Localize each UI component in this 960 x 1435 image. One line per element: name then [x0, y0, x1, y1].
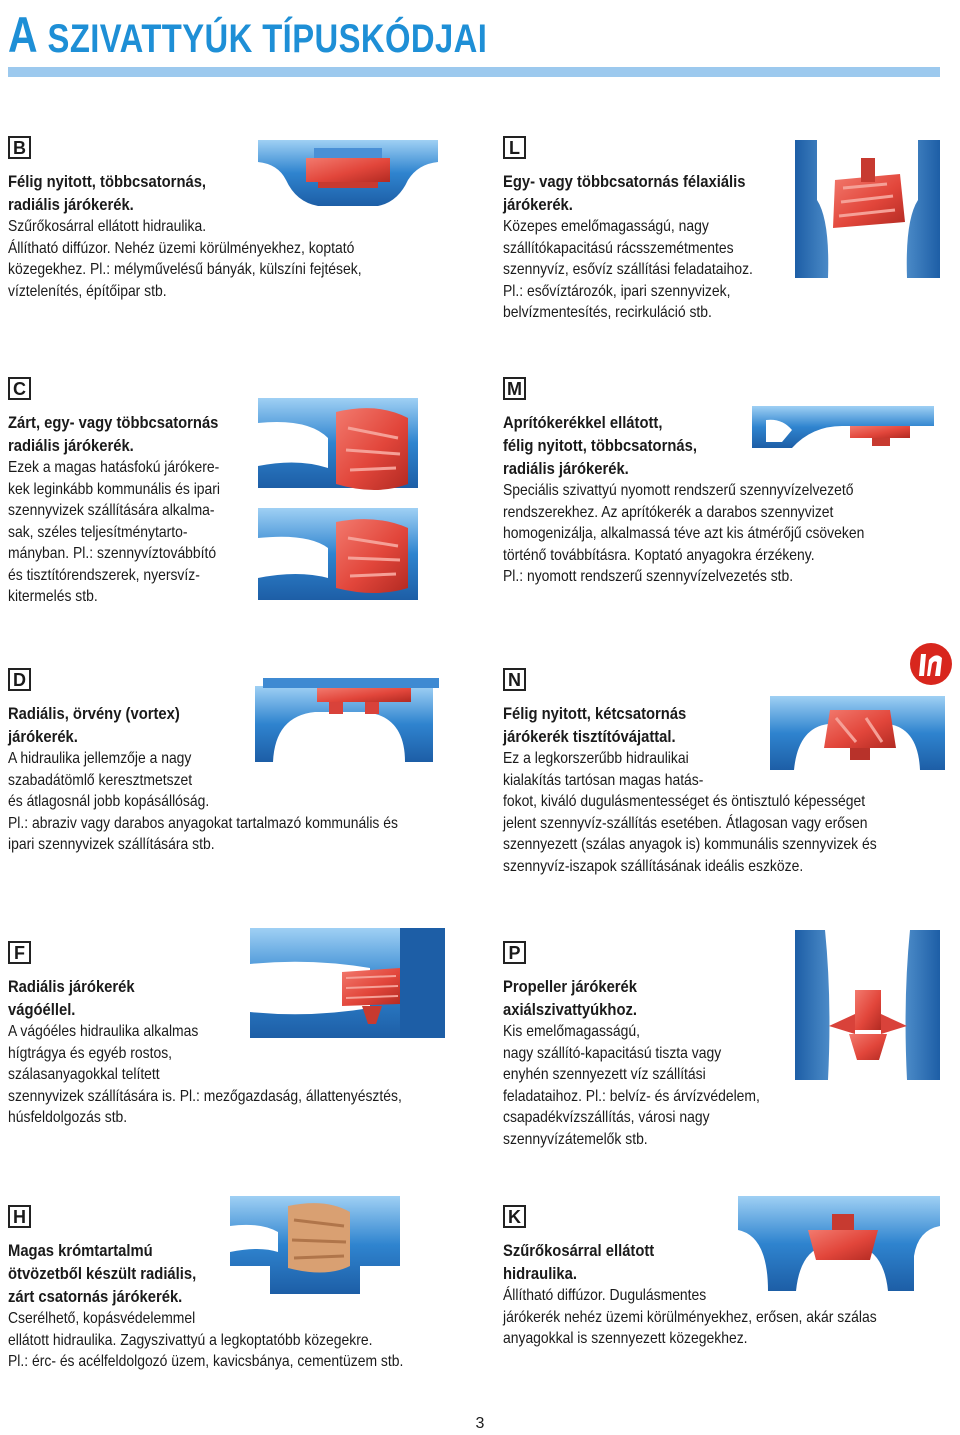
section-n-body-2: kialakítás tartósan magas hatás- — [503, 771, 704, 789]
section-l-heading-1: Egy- vagy többcsatornás félaxiális — [503, 172, 746, 191]
pump-illustration-f — [250, 928, 445, 1038]
section-b-body-1: Szűrőkosárral ellátott hidraulika. — [8, 218, 207, 235]
section-h-body-3: Pl.: érc- és acélfeldolgozó üzem, kavicsbánya, cementüzem stb. — [8, 1353, 404, 1370]
section-n-body-3: fokot, kiváló dugulásmentességet és öntisztuló képességet — [503, 793, 866, 810]
section-f-heading-1: Radiális járókerék — [8, 977, 135, 996]
pump-illustration-l — [795, 140, 940, 278]
section-h-heading-2: ötvözetből készült radiális, — [8, 1264, 197, 1283]
section-d-body-2: szabadátömlő keresztmetszet — [8, 771, 193, 789]
type-letter-h: H — [8, 1205, 31, 1228]
section-p-body-6: szennyvízátemelők stb. — [503, 1130, 648, 1148]
section-p-body-5: csapadékvízszállítás, városi nagy — [503, 1109, 710, 1126]
section-p-heading-2: axiálszivattyúkhoz. — [503, 1000, 637, 1019]
section-d-heading-1: Radiális, örvény (vortex) — [8, 704, 180, 723]
section-l-body-3: szennyvíz, esővíz szállítási feladataihoz. — [503, 261, 753, 278]
section-l-body-4: Pl.: esővíztározók, ipari szennyvizek, — [503, 282, 731, 300]
section-d-body-5: ipari szennyvizek szállítására stb. — [8, 836, 215, 853]
section-f-body-5: húsfeldolgozás stb. — [8, 1109, 128, 1126]
section-p-body-4: feladataihoz. Pl.: belvíz- és árvízvédelem, — [503, 1087, 760, 1105]
section-k-body-3: anyagokkal is szennyezett közegekhez. — [503, 1330, 748, 1347]
pump-illustration-c — [258, 388, 438, 600]
pump-illustration-d — [255, 672, 445, 762]
section-f-body-1: A vágóéles hidraulika alkalmas — [8, 1023, 199, 1040]
section-n-body-1: Ez a legkorszerűbb hidraulikai — [503, 750, 689, 767]
page-title — [8, 6, 487, 64]
section-b-heading-1: Félig nyitott, többcsatornás, — [8, 172, 207, 191]
section-p-text — [503, 975, 760, 1150]
section-h-heading-1: Magas krómtartalmú — [8, 1241, 153, 1260]
title-rule — [8, 67, 940, 77]
section-c-body-1: Ezek a magas hatásfokú járókere- — [8, 459, 220, 476]
section-d-body-4: Pl.: abraziv vagy darabos anyagokat tartalmazó kommunális és — [8, 814, 398, 832]
section-c-heading-2: radiális járókerék. — [8, 436, 134, 455]
title-rest: SZIVATTYÚK TÍPUSKÓDJAI — [47, 17, 488, 61]
section-m-heading-1: Aprítókerékkel ellátott, — [503, 413, 663, 432]
section-d-body-1: A hidraulika jellemzője a nagy — [8, 750, 192, 767]
type-letter-p: P — [503, 941, 526, 964]
section-p-heading-1: Propeller járókerék — [503, 977, 638, 996]
section-f-body-2: hígtrágya és egyéb rostos, — [8, 1044, 173, 1062]
section-c-body-4: sak, széles teljesítménytarto- — [8, 523, 188, 541]
section-l-body-5: belvízmentesítés, recirkuláció stb. — [503, 304, 712, 321]
section-k-body-1: Állítható diffúzor. Dugulásmentes — [503, 1287, 707, 1304]
section-b-heading-2: radiális járókerék. — [8, 195, 134, 214]
section-l-body-2: szállítókapacitású rácsszemétmentes — [503, 239, 734, 257]
section-n-heading-2: járókerék tisztítóvájattal. — [503, 727, 676, 746]
section-p-body-3: enyhén szennyezett víz szállítási — [503, 1066, 706, 1083]
type-letter-l: L — [503, 136, 526, 159]
type-letter-n: N — [503, 668, 526, 691]
section-l-body-1: Közepes emelőmagasságú, nagy — [503, 218, 709, 235]
section-k-heading-2: hidraulika. — [503, 1264, 577, 1283]
section-c-body-3: szennyvizek szállítására alkalma- — [8, 502, 215, 519]
section-k-body-2: járókerék nehéz üzemi körülményekhez, erősen, akár szálas — [503, 1308, 877, 1326]
section-d-heading-2: járókerék. — [8, 727, 78, 746]
section-n-body-4: jelent szennyvíz-szállítás esetében. Átlagosan vagy erősen — [503, 814, 868, 832]
section-c-heading-1: Zárt, egy- vagy többcsatornás — [8, 413, 219, 432]
section-c-body-7: kitermelés stb. — [8, 588, 98, 605]
pump-illustration-b — [258, 140, 438, 210]
section-m-heading-3: radiális járókerék. — [503, 459, 629, 478]
pump-illustration-n — [770, 688, 945, 770]
section-c-text — [8, 411, 220, 608]
type-letter-f: F — [8, 941, 31, 964]
section-h-body-2: ellátott hidraulika. Zagyszivattyú a legkoptatóbb közegekre. — [8, 1331, 373, 1349]
section-c-body-5: mányban. Pl.: szennyvíztovábbító — [8, 545, 217, 562]
section-h-heading-3: zárt csatornás járókerék. — [8, 1287, 183, 1306]
section-b-body-4: víztelenítés, építőipar stb. — [8, 282, 167, 300]
section-m-body-1: Speciális szivattyú nyomott rendszerű szennyvízelvezető — [503, 482, 854, 499]
logo-icon — [908, 642, 954, 686]
pump-illustration-k — [738, 1196, 940, 1291]
section-p-body-2: nagy szállító-kapacitású tiszta vagy — [503, 1044, 722, 1062]
section-c-body-6: és tisztítórendszerek, nyersvíz- — [8, 566, 200, 584]
section-h-body-1: Cserélhető, kopásvédelemmel — [8, 1310, 196, 1327]
pump-illustration-h — [230, 1196, 415, 1294]
section-b-body-2: Állítható diffúzor. Nehéz üzemi körülményekhez, koptató — [8, 239, 355, 257]
section-f-body-4: szennyvizek szállítására is. Pl.: mezőgazdaság, állattenyésztés, — [8, 1087, 402, 1105]
section-n-body-5: szennyezett (szálas anyagok is) kommunális szennyvizek és — [503, 836, 877, 853]
section-c-body-2: kek leginkább kommunális és ipari — [8, 480, 220, 498]
page-number: 3 — [475, 1415, 485, 1432]
section-m-body-4: történő továbbításra. Koptató anyagokra érzékeny. — [503, 546, 815, 564]
section-m-body-3: homogenizálja, alkalmassá téve azt kis átmérőjű csöveken — [503, 525, 865, 542]
section-m-body-2: rendszerekhez. Az aprítókerék a darabos szennyvizet — [503, 503, 834, 521]
type-letter-k: K — [503, 1205, 526, 1228]
section-d-body-3: és átlagosnál jobb kopásállóság. — [8, 793, 210, 810]
section-f-heading-2: vágóéllel. — [8, 1000, 76, 1019]
section-l-text — [503, 170, 753, 324]
title-initial: A — [8, 7, 39, 63]
section-f-body-3: szálasanyagokkal telített — [8, 1066, 160, 1083]
pump-illustration-p — [795, 930, 940, 1080]
type-letter-m: M — [503, 377, 526, 400]
section-k-heading-1: Szűrőkosárral ellátott — [503, 1241, 655, 1260]
type-letter-d: D — [8, 668, 31, 691]
section-b-body-3: közegekhez. Pl.: mélyművelésű bányák, külszíni fejtések, — [8, 261, 362, 278]
type-letter-b: B — [8, 136, 31, 159]
type-letter-c: C — [8, 377, 31, 400]
section-n-body-6: szennyvíz-iszapok szállításának ideális eszköze. — [503, 857, 804, 875]
section-n-heading-1: Félig nyitott, kétcsatornás — [503, 704, 687, 723]
section-m-heading-2: félig nyitott, többcsatornás, — [503, 436, 697, 455]
section-p-body-1: Kis emelőmagasságú, — [503, 1023, 640, 1040]
section-l-heading-2: járókerék. — [503, 195, 573, 214]
pump-illustration-m — [752, 400, 934, 452]
section-m-body-5: Pl.: nyomott rendszerű szennyvízelvezetés stb. — [503, 568, 794, 585]
